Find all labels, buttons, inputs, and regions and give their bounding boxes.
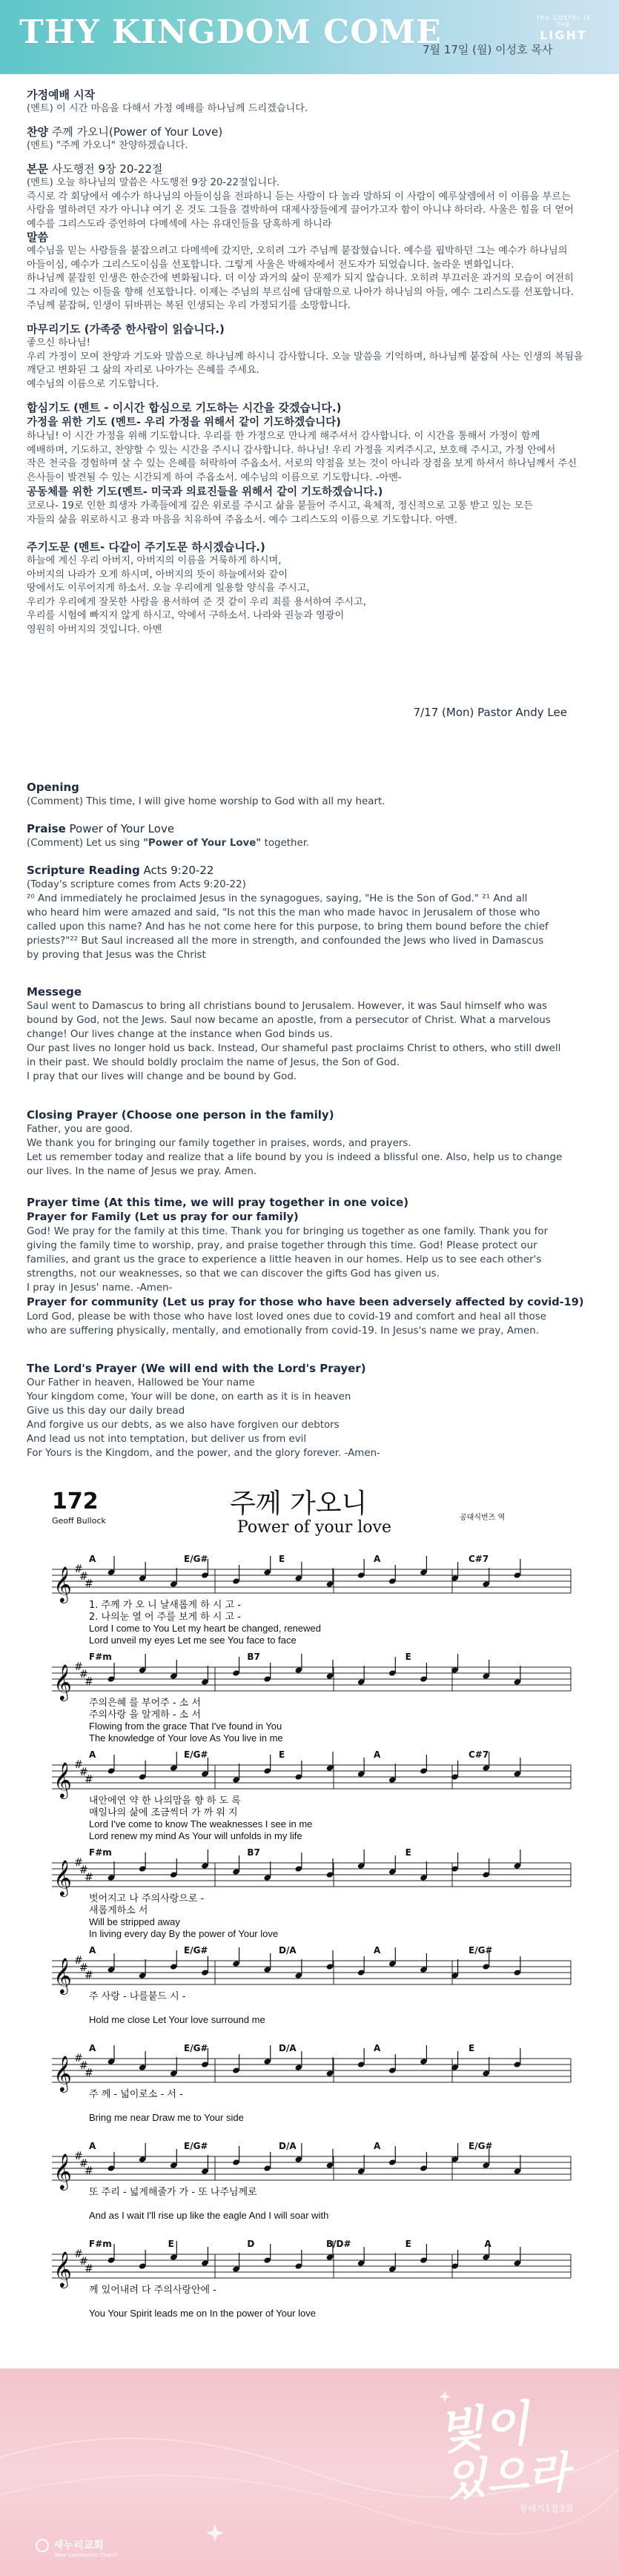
title-english: Power of your love [237,1518,391,1537]
chord-symbol: D/A [279,1945,297,1956]
composer: Geoff Bullock [52,1516,106,1526]
sharp-icon: # [74,1857,83,1869]
en-message [27,984,598,1084]
chord-symbol: A [484,2239,491,2249]
en-praise-body-suffix: together. [261,838,310,849]
en-scripture-line: by proving that Jesus was the Christ [27,950,206,961]
ko-praise-song: 주께 가오니(Power of Your Love) [47,125,223,139]
lyric-line: Lord I've come to know The weaknesses I see in me [89,1818,313,1830]
lyric-line: 벗어지고 나 주의사랑으로 - [89,1893,205,1904]
chord-symbol: A [374,1945,381,1956]
chord-symbol: F#m [89,1652,112,1662]
ko-lords-prayer-line: 땅에서도 이루어지게 하소서. 오늘 우리에게 일용할 양식을 주시고, [27,583,310,594]
ko-message [27,230,598,314]
sharp-icon: # [85,1578,93,1590]
translator: 공대식번즈 역 [460,1514,506,1522]
sharp-icon: # [79,2060,88,2072]
en-lords-prayer-line: Our Father in heaven, Hallowed be Your name [27,1377,255,1388]
sheet-music [44,1479,578,2346]
chord-symbol: F#m [89,1847,112,1858]
chord-symbol: E/G# [184,1749,208,1760]
lyric-line: 주의사랑 을 알게하 - 소 서 [89,1709,201,1721]
en-praise-body [27,836,598,850]
en-lords-prayer-line: Give us this day our daily bread [27,1405,185,1417]
en-lords-prayer-line: Your kingdom come, Your will be done, on earth as it is in heaven [27,1391,351,1403]
sharp-icon: # [74,1661,83,1673]
chord-symbol: D/A [279,2141,297,2151]
ko-praise [27,125,598,153]
en-scripture-line: called upon this name? And has he not come here for this purpose, to bring them bound before the chief [27,921,549,933]
chord-symbol: E [405,1652,411,1662]
chord-symbol: C#7 [469,1554,489,1564]
chord-symbol: A [374,1554,381,1564]
sharp-icon: # [85,1774,93,1786]
chord-symbol: E [279,1749,285,1760]
church-logo-icon [36,2539,49,2552]
sharp-icon: # [79,2256,88,2268]
chord-symbol: C#7 [469,1749,489,1760]
lyric-line: Will be stripped away [89,1916,180,1927]
chord-symbol: E/G# [184,2043,208,2053]
ko-prayer [27,400,598,527]
en-lords-prayer-line: And forgive us our debts, as we also have forgiven our debtors [27,1420,340,1431]
en-scripture [27,863,598,962]
ko-prayer-family-line: 예배하며, 기도하고, 찬양할 수 있는 시간을 주시니 감사합니다. 하나님! 우리 가정을 지켜주시고, 보호해 주시고, 가정 안에서 [27,444,556,456]
en-prayer-family-line: giving the family time to worship, pray, and praise together through this time. God! Please protect our [27,1240,537,1251]
chord-symbol: E [279,1554,285,1564]
treble-clef-icon: 𝄞 [53,2055,72,2091]
treble-clef-icon: 𝄞 [53,1761,72,1798]
chord-symbol: E/G# [469,1945,493,1956]
calligraphy-line1: 빛이 [434,2395,532,2461]
lyric-line: In living every day By the power of Your love [89,1928,279,1939]
en-closing-line: Father, you are good. [27,1124,133,1135]
calligraphy [434,2395,600,2561]
en-prayer-title: Prayer time (At this time, we will pray together in one voice) [27,1196,409,1209]
sharp-icon: # [74,2150,83,2162]
treble-clef-icon: 𝄞 [53,1957,72,1993]
ko-closing-title: 마무리기도 (가족중 한사람이 읽습니다.) [27,322,225,336]
en-lords-prayer-title: The Lord's Prayer (We will end with the Lord's Prayer) [27,1362,366,1375]
ko-scripture-line: 예수를 그리스도라 증언하여 다메섹에 사는 유대인들을 당혹하게 하니라 [27,218,332,230]
ko-closing-line: 깨닫고 변화된 그 삶의 자리로 나아가는 은혜를 주세요. [27,365,259,376]
sharp-icon: # [74,2248,83,2260]
en-closing [27,1107,598,1179]
ko-lords-prayer-title: 주기도문 (멘트- 다같이 주기도문 하시겠습니다.) [27,540,265,554]
ko-praise-heading [27,125,598,139]
en-scripture-title: Scripture Reading [27,864,140,877]
treble-clef-icon: 𝄞 [53,1663,72,1700]
church-logo [36,2537,104,2552]
ko-prayer-family-line: 은사들이 발견될 수 있는 시간되게 하여 주옵소서. 예수님의 이름으로 기도합니다. -아멘- [27,471,402,483]
lyric-line: The knowledge of Your love As You live in me [89,1732,283,1744]
title-korean: 주께 가오니 [230,1489,368,1519]
ko-message-line: 예수님을 믿는 사람들을 붙잡으려고 다메섹에 갔지만, 오히려 그가 주님께 붙잡혔습니다. 예수를 핍박하던 그는 예수가 하나님의 [27,245,568,256]
lyric-line: Flowing from the grace That I've found in You [89,1721,282,1732]
ko-message-line: 하나님께 붙잡힌 인생은 한순간에 변화됩니다. 더 이상 과거의 삶이 문제가 되지 않습니다. 오히려 부끄러운 과거의 모습이 여전히 [27,273,574,284]
sharp-icon: # [79,2158,88,2170]
chord-symbol: A [89,2043,96,2053]
treble-clef-icon: 𝄞 [53,2251,72,2287]
lyric-line: Hold me close Let Your love surround me [89,2014,265,2025]
chord-symbol: E/G# [469,2141,493,2151]
ko-opening-body: (멘트) 이 시간 마음을 다해서 가정 예배를 하나님께 드리겠습니다. [27,103,308,114]
en-lords-prayer-line: For Yours is the Kingdom, and the power, and the glory forever. -Amen- [27,1448,380,1459]
sharp-icon: # [85,1970,93,1981]
en-scripture-ref: Acts 9:20-22 [139,864,214,877]
ko-prayer-community-line: 자들의 삶을 위로하시고 용과 마음을 치유하여 주옵소서. 예수 그리스도의 이름으로 기도합니다. 아멘. [27,514,457,526]
pastor-line: 7/17 (Mon) Pastor Andy Lee [413,706,567,719]
lyric-line: Bring me near Draw me to Your side [89,2112,244,2123]
chord-symbol: A [374,1749,381,1760]
lyric-line: 매일나의 삶에 조금씩더 가 까 워 지 [89,1807,238,1818]
ko-lords-prayer-line: 영원히 아버지의 것입니다. 아멘 [27,623,162,635]
ko-closing-line: 좋으신 하나님! [27,337,90,348]
lyric-line: Lord I come to You Let my heart be changed, renewed [89,1623,321,1634]
church-sub: New Community Church [55,2552,119,2558]
sharp-icon: # [79,1962,88,1974]
en-opening-title: Opening [27,781,79,794]
en-message-line: Our past lives no longer hold us back. Instead, Our shameful past proclaims Christ to others, who still dwell [27,1043,561,1054]
ko-prayer-family-line: 작은 천국을 경험하며 살 수 있는 은혜를 허락하여 주옵소서. 서로의 약점을 보는 것이 아니라 장점을 보게 하셔서 하나님께서 주신 [27,458,577,469]
chord-symbol: A [374,2043,381,2053]
ko-scripture-line: 즉시로 각 회당에서 예수가 하나님의 아들이심을 전파하니 듣는 사람이 다 놀라 말하되 이 사람이 예루살렘에서 이 이름을 부르는 [27,191,571,202]
lyric-line: And as I wait I'll rise up like the eagle And I will soar with [89,2210,329,2221]
chord-symbol: A [89,2141,96,2151]
ko-opening-title: 가정예배 시작 [27,88,96,102]
ko-scripture-line: 사람을 멸하려던 자가 아니냐 여기 온 것도 그들을 결박하여 대제사장들에게 끌어가고자 함이 아니냐 하더라. 사울은 힘을 더 얻어 [27,205,574,216]
ko-scripture-title: 본문 [27,162,48,176]
treble-clef-icon: 𝄞 [53,1859,72,1895]
chord-symbol: A [89,1945,96,1956]
date-author: 7월 17일 (월) 이성호 목사 [423,43,553,56]
ko-lords-prayer-line: 우리가 우리에게 잘못한 사람을 용서하여 준 것 같이 우리 죄를 용서하여 주시고, [27,596,366,608]
ko-message-title: 말씀 [27,231,48,244]
en-scripture-line: who heard him were amazed and said, "Is not this the man who made havoc in Jerusalem of those who [27,907,540,918]
sharp-icon: # [79,1669,88,1681]
ko-praise-title: 찬양 [27,125,48,139]
sharp-icon: # [74,1563,83,1575]
en-message-title: Messege [27,985,82,999]
en-prayer-family-line: families, and grant us the grace to experience a little heaven in our homes. Help us to see each other's [27,1254,542,1265]
brand-title: THY KINGDOM COME [19,13,442,51]
sheet-music-canvas [44,1479,578,2346]
treble-clef-icon: 𝄞 [53,1566,72,1602]
en-prayer-community-line: who are suffering physically, mentally, and emotionally from covid-19. In Jesus's name we pray, Amen. [27,1325,540,1337]
ko-scripture-line: (멘트) 오늘 하나님의 말씀은 사도행전 9장 20-22절입니다. [27,177,280,188]
sharp-icon: # [85,2067,93,2079]
ko-prayer-community-line: 코로나- 19로 인한 희생자 가족들에게 깊은 위로를 주시고 삶을 붙들어 주시고, 육체적, 정신적으로 고통 받고 있는 모든 [27,500,533,511]
church-name: 새누리교회 [53,2540,104,2552]
en-closing-title: Closing Prayer (Choose one person in the family) [27,1108,334,1122]
calligraphy-sub: 창세기1장3절 [519,2503,574,2514]
en-opening-body: (Comment) This time, I will give home worship to God with all my heart. [27,796,385,807]
ko-prayer-family-title: 가정을 위한 기도 (멘트- 우리 가정을 위해서 같이 기도하겠습니다) [27,417,341,428]
chord-symbol: E/G# [184,1945,208,1956]
sharp-icon: # [74,2053,83,2065]
en-lords-prayer-line: And lead us not into temptation, but deliver us from evil [27,1434,307,1445]
en-prayer-family-line: God! We pray for the family at this time. Thank you for bringing us together as one family. Thank you for [27,1226,549,1237]
lyric-line: Lord renew my mind As Your will unfolds in my life [89,1830,302,1841]
en-lords-prayer [27,1361,598,1460]
ko-closing [27,322,598,391]
sharp-icon: # [85,2165,93,2177]
ko-lords-prayer-line: 아버지의 나라가 오게 하시며, 아버지의 뜻이 하늘에서와 같이 [27,569,288,580]
chord-symbol: E [168,2239,174,2249]
en-praise-song: Power of Your Love [65,822,175,835]
sharp-icon: # [74,1759,83,1771]
ko-scripture-heading [27,162,598,176]
chord-symbol: A [89,1749,96,1760]
ko-closing-line: 우리 가정이 모여 찬양과 기도와 말씀으로 하나님께 하시니 감사합니다. 오늘 말씀을 기억하며, 하나님께 붙잡혀 사는 인생의 복됨을 [27,351,583,362]
sharp-icon: # [85,2263,93,2275]
lyric-line: 주 께 - 넓이로소 - 서 - [89,2089,183,2100]
ko-praise-body: (멘트) "주께 가오니" 찬양하겠습니다. [27,140,188,151]
en-scripture-line: ²⁰ And immediately he proclaimed Jesus in the synagogues, saying, "He is the Son of God." ²¹ And all [27,893,528,904]
en-message-line: I pray that our lives will change and be bound by God. [27,1071,297,1082]
sharp-icon: # [85,1676,93,1688]
en-message-line: in their past. We should boldly proclaim the name of Jesus, the Son of God. [27,1057,400,1068]
en-message-line: Saul went to Damascus to bring all christians bound to Jerusalem. However, it was Saul himself who was [27,1001,547,1012]
hymn-number: 172 [52,1489,99,1514]
music-systems [52,1554,571,2319]
en-prayer-family-line: strengths, not our weaknesses, so that we can discover the gifts God has given us. [27,1268,440,1279]
lyric-line: 또 주리 - 넓게해줄가 가 - 또 나주님께로 [89,2187,257,2198]
sharp-icon: # [79,1767,88,1778]
lyric-line: 1. 주께 가 오 니 날새롭게 하 시 고 - [89,1600,241,1611]
chord-symbol: A [374,2141,381,2151]
lyric-line: 2. 나의눈 열 어 주를 보게 하 시 고 - [89,1612,241,1623]
ko-closing-line: 예수님의 이름으로 기도합니다. [27,378,159,390]
en-prayer-family-line: I pray in Jesus' name. -Amen- [27,1282,173,1294]
lyric-line: Lord unveil my eyes Let me see You face to face [89,1635,297,1646]
ko-prayer-title: 합심기도 (멘트 - 이시간 합심으로 기도하는 시간을 갖겠습니다.) [27,401,342,414]
ko-opening [27,87,598,116]
ko-scripture [27,162,598,231]
chord-symbol: D [247,2239,255,2249]
en-praise-title: Praise [27,822,66,835]
ko-message-line: 주님께 붙잡혀, 인생이 뒤바뀌는 복된 인생되는 우리 가정되기를 소망합니다. [27,300,351,311]
chord-symbol: E/G# [184,1554,208,1564]
en-opening [27,780,598,809]
chord-symbol: B/D# [326,2239,351,2249]
treble-clef-icon: 𝄞 [53,2153,72,2189]
en-prayer-family-title: Prayer for Family (Let us pray for our family) [27,1211,299,1223]
sharp-icon: # [79,1571,88,1583]
ko-prayer-family-line: 하나님! 이 시간 가정을 위해 기도합니다. 우리를 한 가정으로 만나게 해주셔서 감사합니다. 이 시간을 통해서 가정이 함께 [27,431,540,442]
en-praise-heading [27,821,598,836]
ko-message-line: 아들이심, 예수가 그리스도이심을 선포합니다. 그렇게 사울은 박해자에서 전도자가 되었습니다. 놀라운 변화입니다. [27,259,514,271]
sparkle-icon [206,2524,224,2542]
sharp-icon: # [74,1955,83,1967]
light-logo-small: THE GOSPEL IS THE [536,15,591,28]
sharp-icon: # [79,1864,88,1876]
chord-symbol: E/G# [184,2141,208,2151]
en-praise-body-prefix: (Comment) Let us sing [27,838,143,849]
light-logo-big: LIGHT [540,28,587,42]
lyric-line: 새롭게하소 서 [89,1905,148,1916]
en-praise [27,821,598,850]
ko-lords-prayer [27,540,598,637]
chord-symbol: E [405,1847,411,1858]
chord-symbol: F#m [89,2239,112,2249]
ko-lords-prayer-line: 우리를 시험에 빠지지 않게 하시고, 악에서 구하소서. 나라와 권능과 영광이 [27,610,345,621]
chord-symbol: E [405,2239,411,2249]
chord-symbol: A [89,1554,96,1564]
en-praise-body-song: "Power of Your Love" [142,838,262,849]
en-scripture-line: (Today's scripture comes from Acts 9:20-22) [27,879,246,890]
lyric-line: 내안에연 약 한 나의맘을 향 하 도 록 [89,1795,241,1807]
chord-symbol: E [469,2043,475,2053]
en-message-line: bound by God, not the Jews. Saul now became an apostle, from a persecutor of Christ. What a marvelous [27,1015,551,1026]
light-logo [530,15,597,42]
ko-message-line: 그 자리에 있는 이들을 향해 선포합니다. 이제는 주님의 부르심에 담대함으로 나아가 하나님의 아들, 예수 그리스도를 선포합니다. [27,286,574,298]
en-prayer-community-line: Lord God, please be with those who have lost loved ones due to covid-19 and comfort and heal all those [27,1311,546,1322]
en-closing-line: We thank you for bringing our family together in praises, words, and prayers. [27,1138,411,1149]
lyric-line: 주 사랑 - 나를붙드 시 - [89,1991,186,2002]
calligraphy-line2: 있으라 [443,2446,572,2506]
en-prayer-community-title: Prayer for community (Let us pray for those who have been adversely affected by covid-19) [27,1297,584,1308]
ko-scripture-ref: 사도행전 9장 20-22절 [47,162,163,176]
lyric-line: 께 있어내려 다 주의사랑안에 - [89,2285,216,2296]
ko-prayer-community-title: 공동체를 위한 기도(멘트- 미국과 의료진들을 위해서 같이 기도하겠습니다.) [27,486,383,498]
en-closing-line: our lives. In the name of Jesus we pray. Amen. [27,1166,257,1177]
footer-banner [0,2368,619,2576]
header-banner [0,0,619,74]
en-scripture-line: priests?"²² But Saul increased all the more in strength, and confounded the Jews who lived in Damascus [27,936,544,947]
lyric-line: 주의은혜 를 부어주 - 소 서 [89,1698,201,1709]
sharp-icon: # [85,1872,93,1884]
chord-symbol: B7 [247,1652,260,1662]
en-prayer [27,1195,598,1338]
chord-symbol: B7 [247,1847,260,1858]
en-scripture-heading [27,863,598,878]
lyric-line: You Your Spirit leads me on In the power of Your love [89,2308,316,2319]
ko-lords-prayer-line: 하늘에 계신 우리 아버지, 아버지의 이름을 거룩하게 하시며, [27,555,282,566]
en-closing-line: Let us remember today and realize that a life bound by you is indeed a blissful one. Also, help us to change [27,1152,563,1163]
en-message-line: change! Our lives change at the instance when God binds us. [27,1029,333,1040]
chord-symbol: D/A [279,2043,297,2053]
